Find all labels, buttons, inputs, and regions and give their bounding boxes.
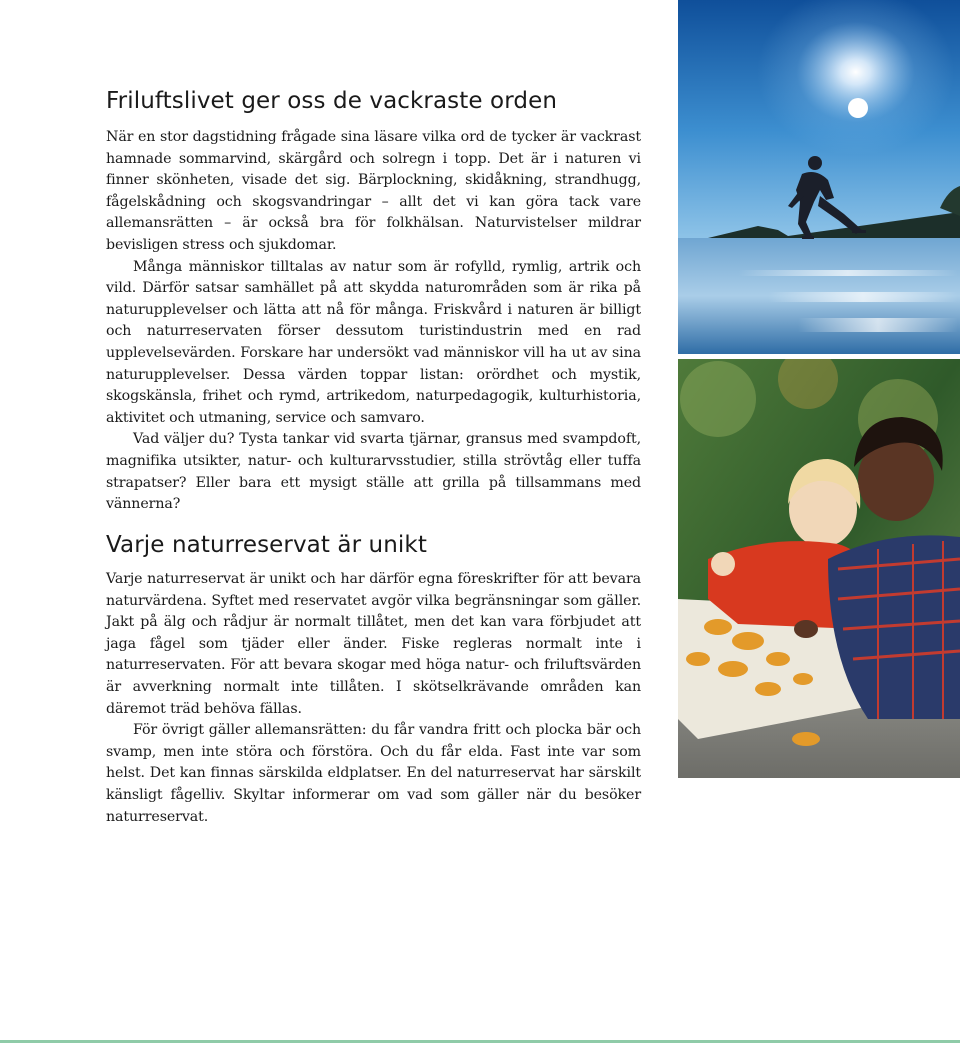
photo-ice-skater [678, 0, 960, 354]
paragraph: För övrigt gäller allemansrätten: du får vandra fritt och plocka bär och svamp, men inte störa och förstöra. Och du får elda. Fast inte var som helst. Det kan finnas särskilda eldplatser. En del naturreservat har särskilt känsligt fågelliv. Skyltar informerar om vad som gäller när du besöker naturreservat. [106, 722, 641, 825]
sun-icon [848, 98, 868, 118]
children-illustration [678, 359, 960, 778]
section-heading-naturreservat: Varje naturreservat är unikt [106, 532, 427, 558]
footer-rule [0, 1040, 960, 1043]
photo-children-mushrooms [678, 359, 960, 778]
paragraph: Varje naturreservat är unikt och har därför egna föreskrifter för att bevara naturvärdena. Syftet med reservatet avgör vilka begränsningar som gäller. Jakt på älg och rådjur är normalt tillåtet, men det kan vara förbjudet att jaga fågel som tjäder eller änder. Fiske regleras normalt inte i naturreservaten. För att bevara skogar med höga natur- och friluftsvärden är avverkning normalt inte tillåten. I skötselkrävande områden kan däremot träd behöva fällas. [106, 571, 641, 717]
section-body-friluftsliv [106, 127, 641, 516]
section-heading-friluftsliv: Friluftslivet ger oss de vackraste orden [106, 88, 557, 114]
paragraph: När en stor dagstidning frågade sina läsare vilka ord de tycker är vackrast hamnade sommarvind, skärgård och solregn i topp. Det är i naturen vi finner skönheten, visade det sig. Bärplockning, skidåkning, strandhugg, fågelskådning och skogsvandringar – allt det vi kan göra tack vare allemansrätten – är också bra för folkhälsan. Naturvistelser mildrar bevisligen stress och sjukdomar. [106, 129, 641, 253]
paragraph: Vad väljer du? Tysta tankar vid svarta tjärnar, gransus med svampdoft, magnifika utsikter, natur- och kulturarvsstudier, stilla strövtåg eller tuffa strapatser? Eller bara ett mysigt ställe att grilla på tillsammans med vännerna? [106, 431, 641, 513]
ice-skater-illustration [678, 0, 960, 354]
section-body-naturreservat [106, 569, 641, 828]
paragraph: Många människor tilltalas av natur som är rofylld, rymlig, artrik och vild. Därför satsar samhället på att skydda naturområden som är rika på naturupplevelser och lätta att nå för många. Friskvård i naturen är billigt och naturreservaten förser dessutom turistindustrin med en rad upplevelsevärden. Forskare har undersökt vad människor vill ha ut av sina naturupplevelser. Dessa värden toppar listan: orördhet och mystik, skogskänsla, frihet och rymd, artrikedom, naturpedagogik, kulturhistoria, aktivitet och utmaning, service och samvaro. [106, 258, 641, 426]
